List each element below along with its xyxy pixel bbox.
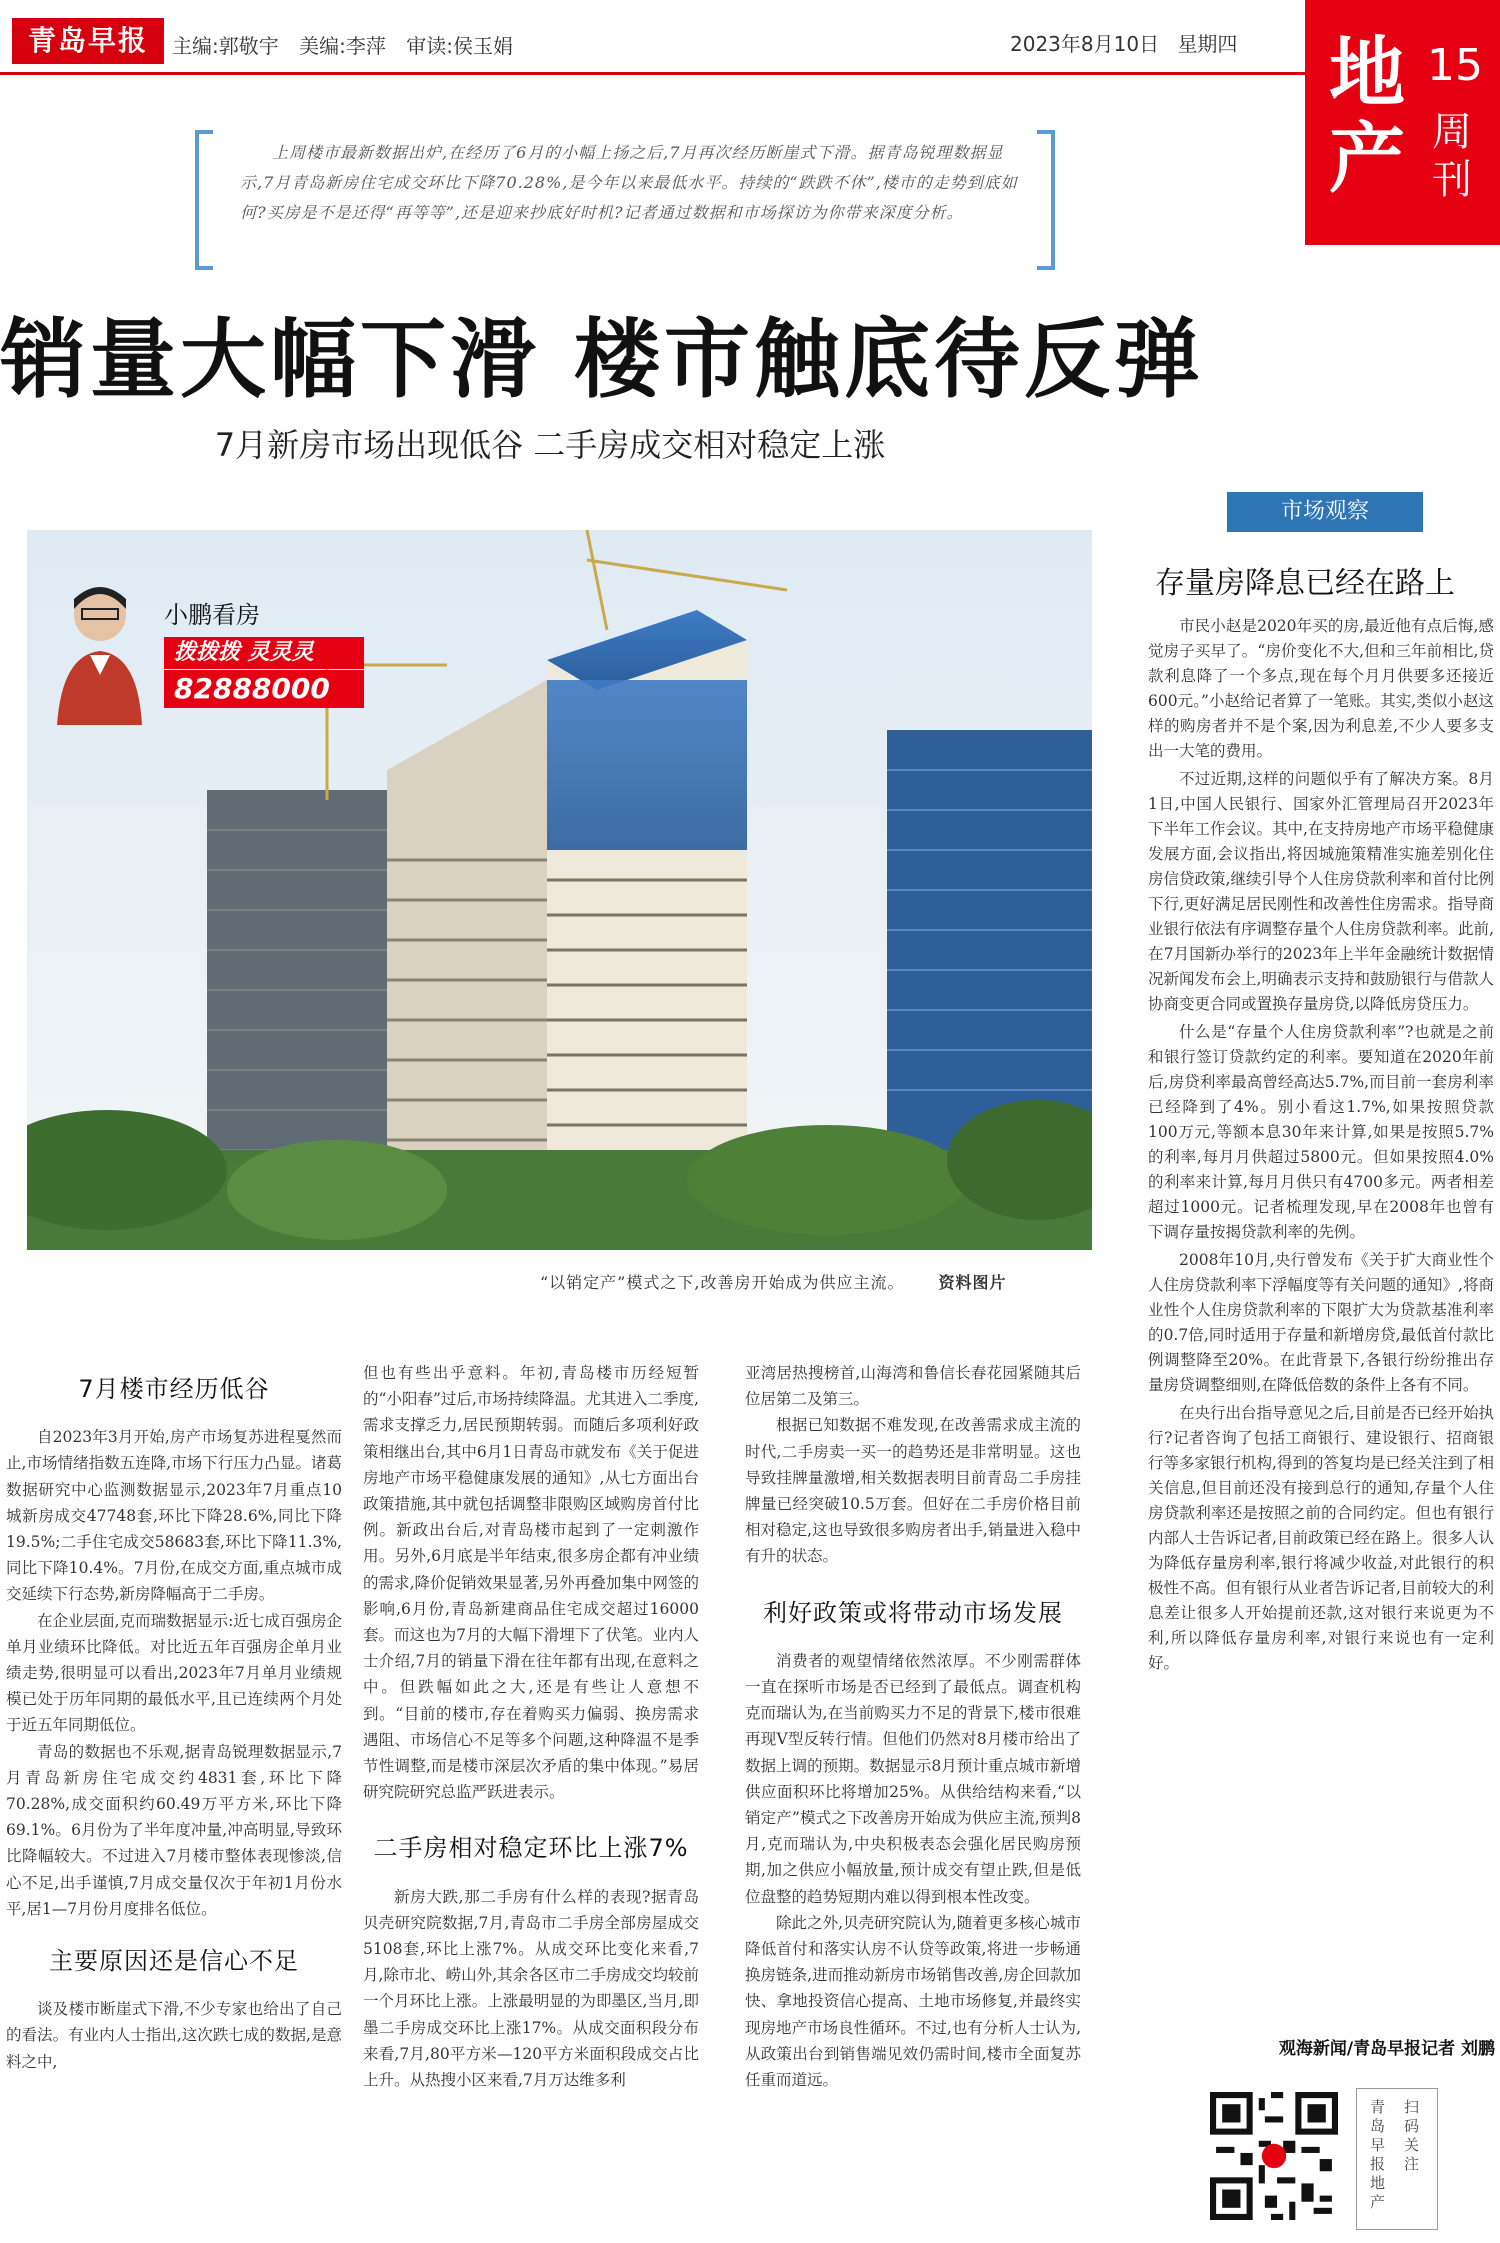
section-banner	[1305, 0, 1500, 245]
qr-caption-name: 青岛早报地产	[1368, 2099, 1386, 2213]
masthead-rule	[0, 72, 1305, 75]
hotline-number: 82888000	[164, 670, 364, 708]
article-paragraph: 除此之外,贝壳研究院认为,随着更多核心城市降低首付和落实认房不认贷等政策,将进一步畅通换房链条,进而推动新房市场销售改善,房企回款加快、拿地投资信心提高、土地市场修复,并最终实现房地产市场良性循环。不过,也有分析人士认为,从政策出台到销售端见效仍需时间,楼市全面复苏任重而道远。	[745, 1913, 1081, 2090]
sidebar-paragraph: 市民小赵是2020年买的房,最近他有点后悔,感觉房子买早了。“房价变化不大,但和三年前相比,贷款利息降了一个多点,现在每个月月供要多还接近600元。”小赵给记者算了一笔账。其实,类似小赵这样的购房者并不是个案,因为利息差,不少人要多支出一大笔的费用。	[1148, 617, 1494, 760]
main-headline: 销量大幅下滑 楼市触底待反弹	[0, 310, 1204, 410]
sidebar-body	[1148, 614, 1494, 1679]
weekly-label: 周刊	[1432, 109, 1472, 203]
qr-caption	[1356, 2088, 1438, 2230]
editor-credit: 主编:郭敬宇	[172, 34, 279, 58]
photo-caption	[540, 1270, 1007, 1293]
hotline-label: 拨拨拨 灵灵灵	[164, 637, 364, 669]
qr-code-icon[interactable]	[1210, 2092, 1338, 2220]
columnist-avatar	[52, 575, 147, 725]
market-observation-tag: 市场观察	[1227, 492, 1423, 532]
article-column-2	[363, 1360, 699, 2093]
issue-date	[1010, 28, 1237, 57]
page-number: 15	[1427, 40, 1483, 91]
article-paragraph: 但也有些出乎意料。年初,青岛楼市历经短暂的“小阳春”过后,市场持续降温。尤其进入二季度,需求支撑乏力,居民预期转弱。而随后多项利好政策相继出台,其中6月1日青岛市就发布《关于促进房地产市场平稳健康发展的通知》,从七方面出台政策措施,其中就包括调整非限购区域购房首付比例。新政出台后,对青岛楼市起到了一定刺激作用。另外,6月底是半年结束,很多房企都有冲业绩的需求,降价促销效果显著,另外再叠加集中网签的影响,6月份,青岛新建商品住宅成交超过16000套。而这也为7月的大幅下滑埋下了伏笔。业内人士介绍,7月的销量下滑在往年都有出现,在意料之中。但跌幅如此之大,还是有些让人意想不到。“目前的楼市,存在着购买力偏弱、换房需求遇阻、市场信心不足等多个问题,这种降温不是季节性调整,而是楼市深层次矛盾的集中体现。”易居研究院研究总监严跃进表示。	[363, 1364, 699, 1802]
section-name: 地产	[1329, 28, 1405, 203]
caption-text: “以销定产”模式之下,改善房开始成为供应主流。	[540, 1273, 905, 1292]
caption-credit: 资料图片	[938, 1273, 1007, 1292]
sidebar-paragraph: 在央行出台指导意见之后,目前是否已经开始执行?记者咨询了包括工商银行、建设银行、招商银行等多家银行机构,得到的答复均是已经关注到了相关信息,但目前还没有接到总行的通知,存量个人住房贷款利率还是按照之前的合同约定。但也有银行内部人士告诉记者,目前政策已经在路上。很多人认为降低存量房利率,银行将减少收益,对此银行的积极性不高。但有银行从业者告诉记者,目前较大的利息差让很多人开始提前还款,这对银行来说更为不利,所以降低存量房利率,对银行来说也有一定利好。	[1148, 1404, 1494, 1672]
article-paragraph: 在企业层面,克而瑞数据显示:近七成百强房企单月业绩环比降低。对比近五年百强房企单月业绩走势,很明显可以看出,2023年7月单月业绩规模已处于历年同期的最低水平,且已连续两个月处于近五年同期低位。	[6, 1611, 342, 1735]
sub-headline: 7月新房市场出现低谷 二手房成交相对稳定上涨	[214, 426, 886, 464]
section-heading: 7月楼市经历低谷	[78, 1375, 270, 1403]
sidebar-paragraph: 2008年10月,央行曾发布《关于扩大商业性个人住房贷款利率下浮幅度等有关问题的通知》,将商业性个人住房贷款利率的下限扩大为贷款基准利率的0.7倍,同时适用于存量和新增房贷,最低首付款比例调整降至20%。在此背景下,各银行纷纷推出存量房贷调整细则,在降低倍数的条件上各有不同。	[1148, 1251, 1494, 1394]
reporter-byline: 观海新闻/青岛早报记者 刘鹏	[1278, 2039, 1495, 2059]
section-heading: 二手房相对稳定环比上涨7%	[373, 1834, 689, 1863]
newspaper-logo: 青岛早报	[12, 18, 164, 64]
article-paragraph: 新房大跌,那二手房有什么样的表现?据青岛贝壳研究院数据,7月,青岛市二手房全部房屋成交5108套,环比上涨7%。从成交环比变化来看,7月,除市北、崂山外,其余各区市二手房成交均较前一个月环比上涨。上涨最明显的为即墨区,当月,即墨二手房成交环比上涨17%。从成交面积段分布来看,7月,80平方米—120平方米面积段成交占比上升。从热搜小区来看,7月万达维多利	[363, 1887, 699, 2090]
sidebar-paragraph: 不过近期,这样的问题似乎有了解决方案。8月1日,中国人民银行、国家外汇管理局召开2023年下半年工作会议。其中,在支持房地产市场平稳健康发展方面,会议指出,将因城施策精准实施差别化住房信贷政策,继续引导个人住房贷款利率和首付比例下行,更好满足居民刚性和改善性住房需求。指导商业银行依法有序调整存量个人住房贷款利率。此前,在7月国新办举行的2023年上半年金融统计数据情况新闻发布会上,明确表示支持和鼓励银行与借款人协商变更合同或置换存量房贷,以降低房贷压力。	[1148, 770, 1494, 1013]
article-column-1	[6, 1360, 342, 2075]
sidebar-paragraph: 什么是“存量个人住房贷款利率”?也就是之前和银行签订贷款约定的利率。要知道在2020年前后,房贷利率最高曾经高达5.7%,而目前一套房利率已经降到了4%。别小看这1.7%,如果按照贷款100万元,等额本息30年来计算,如果是按照5.7%的利率,每月月供超过5800元。但如果按照4.0%的利率来计算,每月月供只有4700多元。两者相差超过1000元。记者梳理发现,早在2008年也曾有下调存量按揭贷款利率的先例。	[1148, 1023, 1494, 1241]
intro-box	[195, 130, 1055, 270]
date-text: 2023年8月10日	[1010, 32, 1160, 56]
sidebar-title: 存量房降息已经在路上	[1155, 566, 1455, 601]
staff-credits	[172, 30, 527, 59]
columnist-badge	[52, 575, 330, 725]
qr-caption-action: 扫码关注	[1402, 2099, 1420, 2175]
masthead	[0, 0, 1500, 78]
article-paragraph: 自2023年3月开始,房产市场复苏进程戛然而止,市场情绪指数五连降,市场下行压力凸显。诸葛数据研究中心监测数据显示,2023年7月重点10城新房成交47748套,环比下降28.6%,同比下降19.5%;二手住宅成交58683套,环比下降11.3%,同比下降10.4%。7月份,在成交方面,重点城市成交延续下行态势,新房降幅高于二手房。	[6, 1428, 342, 1604]
article-paragraph: 谈及楼市断崖式下滑,不少专家也给出了自己的看法。有业内人士指出,这次跌七成的数据,是意料之中,	[6, 2000, 342, 2071]
art-editor-credit: 美编:李萍	[299, 34, 386, 58]
section-heading: 主要原因还是信心不足	[49, 1947, 299, 1976]
article-paragraph: 青岛的数据也不乐观,据青岛锐理数据显示,7月青岛新房住宅成交约4831套,环比下降70.28%,成交面积约60.49万平方米,环比下降69.1%。6月份为了半年度冲量,冲高明显,导致环比降幅较大。不过进入7月楼市整体表现惨淡,信心不足,出手谨慎,7月成交量仅次于年初1月份水平,居1—7月份月度排名低位。	[6, 1742, 342, 1918]
intro-bracket-left	[195, 130, 213, 270]
article-paragraph: 消费者的观望情绪依然浓厚。不少刚需群体一直在探听市场是否已经到了最低点。调查机构克而瑞认为,在当前购买力不足的背景下,楼市很难再现V型反转行情。但他们仍然对8月楼市给出了数据上调的预期。数据显示8月预计重点城市新增供应面积环比将增加25%。从供给结构来看,“以销定产”模式之下改善房开始成为供应主流,预判8月,克而瑞认为,中央积极表态会强化居民购房预期,加之供应小幅放量,预计成交有望止跌,但是低位盘整的趋势短期内难以得到根本性改变。	[745, 1651, 1081, 1906]
article-paragraph: 亚湾居热搜榜首,山海湾和鲁信长春花园紧随其后位居第二及第三。	[745, 1364, 1081, 1409]
section-heading: 利好政策或将带动市场发展	[763, 1598, 1063, 1627]
weekday-text: 星期四	[1177, 32, 1238, 56]
article-paragraph: 根据已知数据不难发现,在改善需求成主流的时代,二手房卖一买一的趋势还是非常明显。这也导致挂牌量激增,相关数据表明目前青岛二手房挂牌量已经突破10.5万套。但好在二手房价格目前相对稳定,这也导致很多购房者出手,销量进入稳中有升的状态。	[745, 1416, 1081, 1566]
intro-bracket-right	[1037, 130, 1055, 270]
article-column-3	[745, 1360, 1081, 2093]
columnist-name: 小鹏看房	[164, 601, 260, 629]
proofreader-credit: 审读:侯玉娟	[406, 34, 513, 58]
intro-text: 上周楼市最新数据出炉,在经历了6月的小幅上扬之后,7月再次经历断崖式下滑。据青岛锐理数据显示,7月青岛新房住宅成交环比下降70.28%,是今年以来最低水平。持续的“跌跌不休”,楼市的走势到底如何?买房是不是还得“再等等”,还是迎来抄底好时机?记者通过数据和市场探访为你带来深度分析。	[240, 143, 1018, 222]
